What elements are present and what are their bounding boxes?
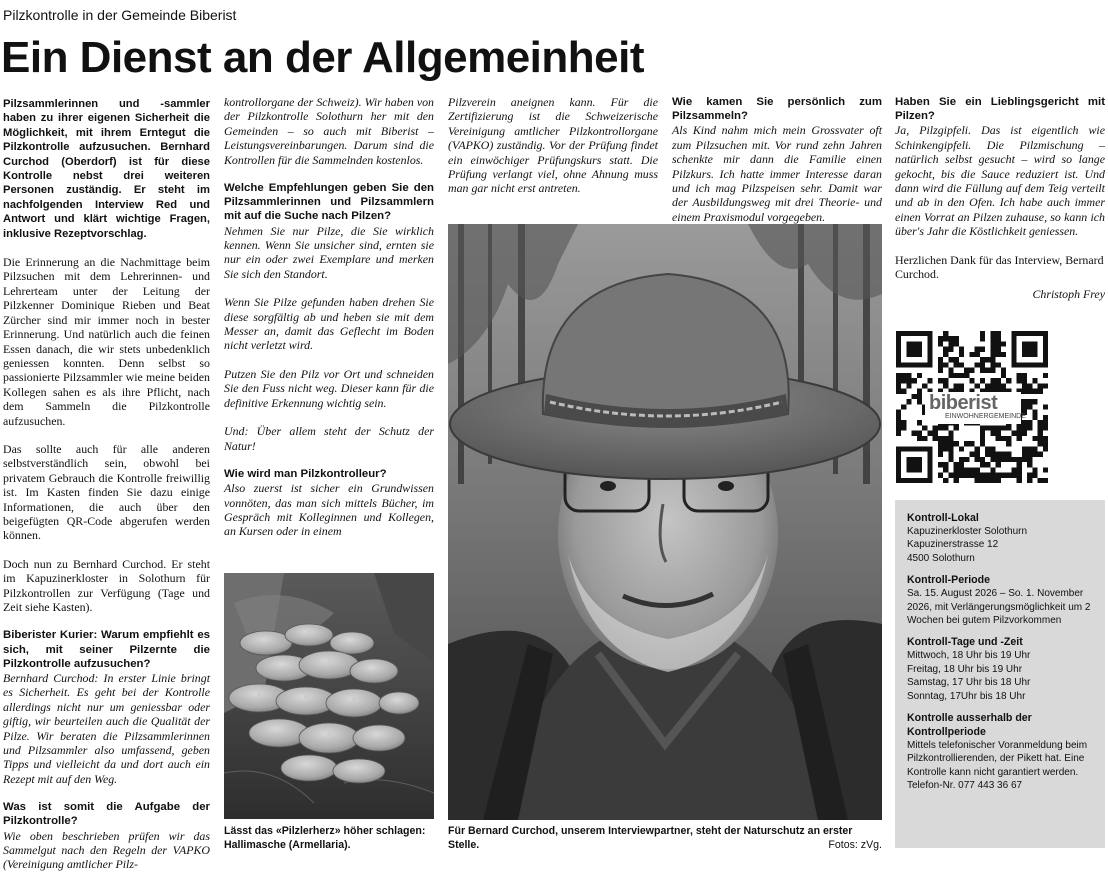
thanks-text: Herzlichen Dank für das Interview, Bernard Curchod. bbox=[895, 252, 1104, 282]
portrait-caption: Für Bernard Curchod, unserem Interviewpartner, steht der Naturschutz an erster Stelle. bbox=[448, 825, 853, 851]
intro-paragraph-2: Das sollte auch für alle anderen selbstverständlich sein, obwohl bei privatem Gebrauch die Kontrolle freiwillig ist. Im Kasten finden Sie dazu einige Informationen, die auch über den beigefügten QR-Code abgerufen werden können. bbox=[3, 441, 210, 543]
mushroom-caption: Lässt das «Pilzlerherz» höher schlagen: Hallimasche (Armellaria). bbox=[224, 825, 426, 851]
question-4: Wie wird man Pilzkontrolleur? bbox=[224, 467, 387, 480]
mushroom-photo bbox=[224, 573, 434, 819]
biberist-logo bbox=[925, 392, 1026, 424]
info-heading-period: Kontroll-Periode bbox=[907, 574, 990, 587]
info-heading-times: Kontroll-Tage und -Zeit bbox=[907, 636, 1023, 649]
answer-3b: Wenn Sie Pilze gefunden haben drehen Sie diese sorgfältig ab und heben sie mit dem Messer an, damit das Geflecht im Boden nicht verletzt wird. bbox=[224, 295, 434, 353]
answer-3d: Und: Über allem steht der Schutz der Natur! bbox=[224, 424, 434, 453]
headline: Ein Dienst an der Allgemeinheit bbox=[1, 33, 644, 82]
info-location-line-2: Kapuzinerstrasse 12 bbox=[907, 539, 999, 551]
answer-2-continued: kontrollorgane der Schweiz). Wir haben von der Pilzkontrolle Solothurn her mit den Gemeinden – so auch mit Biberist – Leistungsvereinbarungen. Darum sind die Kontrollen für die Sammelnden kostenlos. bbox=[224, 95, 434, 167]
answer-1: Bernhard Curchod: In erster Linie bringt es Sicherheit. Es geht bei der Kontrolle allerdings nicht nur um geniessbar oder giftig, wir beurteilen auch die Qualität der Pilze. Wir beraten die Pilzsammlerinnen und Pilzsammler also umfassend, geben Tipps und vielleicht da und dort auch ein Rezept mit auf den Weg. bbox=[3, 671, 210, 786]
intro-paragraph-1: Die Erinnerung an die Nachmittage beim Pilzsuchen mit dem Lehrerinnen- und Lehrerteam unter der Leitung der Pilzkenner Dominique Rieben und Beat Zürcher sind mir immer noch in bester Erinnerung. Und natürlich auch die feinen Essen danach, die wir stets unbedenklich geniessen konnten. Denn selbst so passionierte Pilzsammler wie meine beiden Kollegen sahen es als ihre Pflicht, nach dem Sammeln die Pilzkontrolle aufzusuchen. bbox=[3, 255, 210, 428]
logo-wordmark: biberist bbox=[929, 392, 998, 414]
info-time-friday: Freitag, 18 Uhr bis 19 Uhr bbox=[907, 663, 1023, 675]
answer-4-continued: Pilzverein aneignen kann. Für die Zertifizierung ist die Schweizerische Vereinigung amtlicher Pilzkontrollorgane (VAPKO) zuständig. Vor der Prüfung findet ein einwöchiger Prüfungskurs statt. Die Prüfung verlangt viel, ohne Ahnung muss man gar nicht erst antreten. bbox=[448, 95, 658, 196]
lead-paragraph: Pilzsammlerinnen und -sammler haben zu ihrer eigenen Sicherheit die Möglichkeit, mit ihrem Erntegut die Pilzkontrolle aufzusuchen. Bernhard Curchod (Oberdorf) ist für diese Kontrolle nebst drei weiteren Personen zuständig. Er steht im nachfolgenden Interview Red und Antwort und klärt wichtige Fragen, inklusive Rezeptvorschlag. bbox=[3, 98, 210, 240]
photo-credit: Fotos: zVg. bbox=[828, 839, 882, 851]
info-time-sunday: Sonntag, 17Uhr bis 18 Uhr bbox=[907, 690, 1026, 702]
question-6: Haben Sie ein Lieblingsgericht mit Pilzen? bbox=[895, 96, 1105, 123]
question-2: Was ist somit die Aufgabe der Pilzkontrolle? bbox=[3, 801, 210, 828]
author-signature: Christoph Frey bbox=[1032, 287, 1105, 302]
answer-5: Als Kind nahm mich mein Grossvater oft zum Pilzsuchen mit. Vor rund zehn Jahren schenkte mir dann die Familie einen Pilzkurs. Ich hatte immer Interesse daran und ich mag Pilzspeisen sehr. Damit war der Ausbildungsweg mit drei Theorie- und einem Praxismodul vorgegeben. bbox=[672, 123, 882, 224]
info-time-wednesday: Mittwoch, 18 Uhr bis 19 Uhr bbox=[907, 650, 1031, 662]
info-box bbox=[895, 500, 1105, 848]
info-location-line-1: Kapuzinerkloster Solothurn bbox=[907, 526, 1028, 537]
column-5 bbox=[895, 95, 1105, 302]
column-2 bbox=[224, 95, 434, 539]
kicker: Pilzkontrolle in der Gemeinde Biberist bbox=[3, 7, 237, 23]
column-1 bbox=[3, 97, 210, 872]
column-3 bbox=[448, 95, 658, 210]
info-location-line-3: 4500 Solothurn bbox=[907, 552, 975, 564]
info-heading-outside-period: Kontrolle ausserhalb der Kontrollperiode bbox=[907, 712, 1032, 739]
question-5: Wie kamen Sie persönlich zum Pilzsammeln? bbox=[672, 96, 882, 123]
answer-2: Wie oben beschrieben prüfen wir das Sammelgut nach den Regeln der VAPKO (Vereinigung amtlicher Pilz- bbox=[3, 828, 210, 872]
answer-3c: Putzen Sie den Pilz vor Ort und schneiden Sie den Fuss nicht weg. Dieser kann für die definitive Erkennung wichtig sein. bbox=[224, 366, 434, 410]
portrait-photo bbox=[448, 224, 882, 820]
info-period-text: Sa. 15. August 2026 – So. 1. November 2026, mit Verlängerungsmöglichkeit um 2 Wochen bei gutem Pilzvorkommen bbox=[907, 588, 1091, 627]
info-phone: Telefon-Nr. 077 443 36 67 bbox=[907, 780, 1023, 792]
question-3: Welche Empfehlungen geben Sie den Pilzsammlerinnen und Pilzsammlern mit auf die Suche nach Pilzen? bbox=[224, 182, 434, 223]
logo-subtitle: EINWOHNERGEMEINDE bbox=[945, 413, 1026, 420]
answer-6: Ja, Pilzgipfeli. Das ist eigentlich wie Schinkengipfeli. Die Pilzmischung – natürlich selbst gesucht – wird so lange gekocht, bis die Sauce reduziert ist. Und dann wird die Füllung auf dem Teig verteilt und ab in den Ofen. Ich habe auch immer einen Vorrat an Pilzen zuhause, so kann ich über's Jahr die Köstlichkeit geniessen. bbox=[895, 123, 1105, 239]
info-heading-location: Kontroll-Lokal bbox=[907, 512, 979, 524]
info-time-saturday: Samstag, 17 Uhr bis 18 Uhr bbox=[907, 677, 1031, 689]
intro-paragraph-3: Doch nun zu Bernhard Curchod. Er steht im Kapuzinerkloster in Solothurn für Pilzkontrollen zur Verfügung (Tage und Zeit siehe Kasten). bbox=[3, 556, 210, 614]
info-outside-text: Mittels telefonischer Voranmeldung beim Pilzkontrollierenden, der Pikett hat. Eine Kontrolle kann nicht garantiert werden. bbox=[907, 740, 1088, 778]
answer-3a: Nehmen Sie nur Pilze, die Sie wirklich kennen. Wenn Sie unsicher sind, ernten sie nur ein oder zwei Exemplare und merken Sie sich den Standort. bbox=[224, 223, 434, 281]
question-1: Biberister Kurier: Warum empfiehlt es sich, mit seiner Pilzernte die Pilzkontrolle aufzusuchen? bbox=[3, 629, 210, 670]
answer-4: Also zuerst ist sicher ein Grundwissen vonnöten, das man sich mittels Bücher, im Gespräch mit Kolleginnen und Kollegen, an Kursen oder in einem bbox=[224, 481, 434, 539]
column-4 bbox=[672, 95, 882, 224]
